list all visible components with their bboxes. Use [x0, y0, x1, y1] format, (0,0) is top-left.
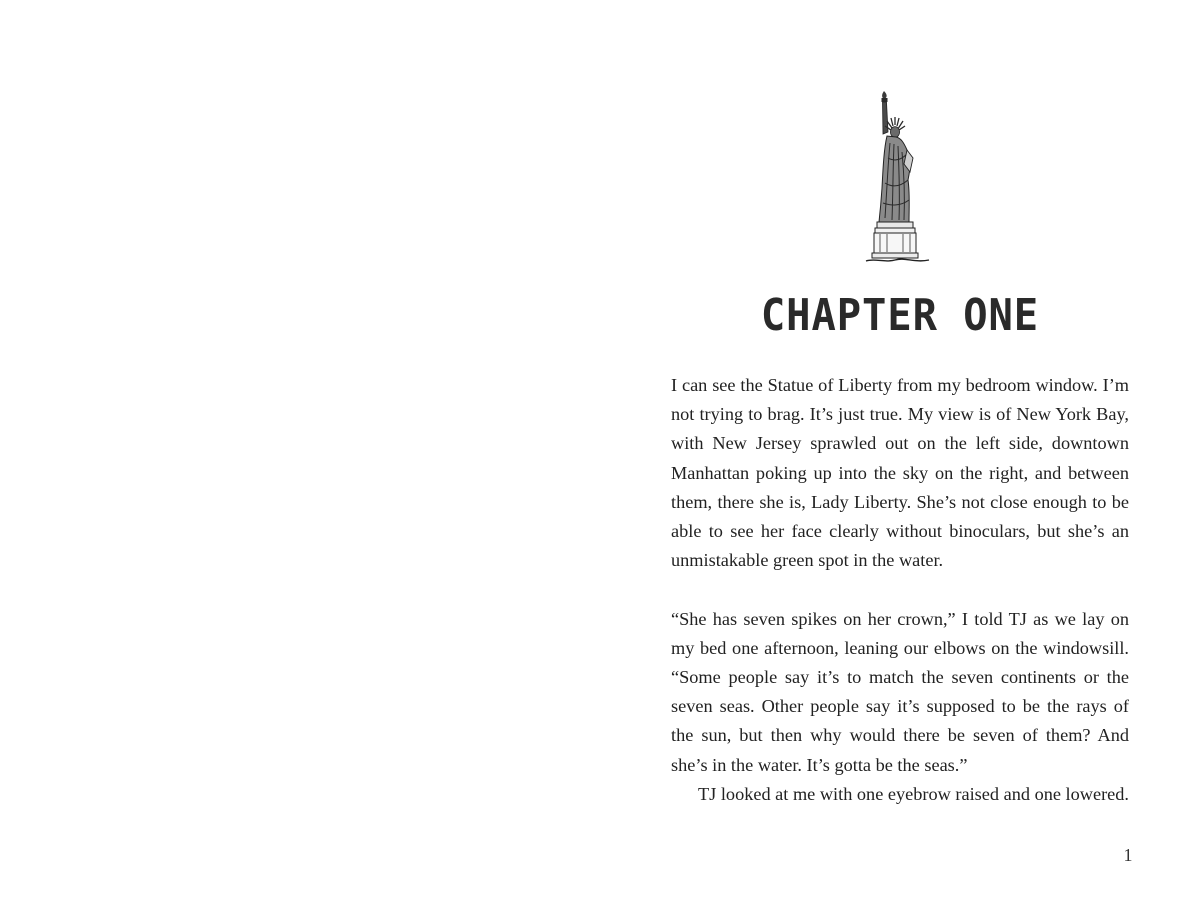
text-line: Manhattan poking up into the sky on the right, and between [671, 462, 1129, 483]
text-line: unmistakable green spot in the water. [671, 550, 944, 571]
text-line: able to see her face clearly without binoculars, but she’s an [671, 521, 1129, 542]
text-line: my bed one afternoon, leaning our elbows on the windowsill. [671, 637, 1129, 658]
text-line: TJ looked at me with one eyebrow raised and one lowered. [698, 783, 1129, 804]
text-line: them, there she is, Lady Liberty. She’s not close enough to be [671, 491, 1129, 512]
paragraph [671, 371, 1129, 575]
text-line: “She has seven spikes on her crown,” I told TJ as we lay on [671, 608, 1129, 629]
text-line: not trying to brag. It’s just true. My view is of New York Bay, [671, 404, 1129, 425]
text-line: seven seas. Other people say it’s supposed to be the rays of [671, 696, 1129, 717]
text-line: I can see the Statue of Liberty from my bedroom window. I’m [671, 375, 1129, 395]
chapter-title: CHAPTER ONE [760, 290, 1040, 341]
page-number: 1 [1123, 845, 1133, 865]
chapter-body-text [671, 371, 1129, 809]
right-page [600, 0, 1200, 900]
text-line: with New Jersey sprawled out on the left side, downtown [671, 433, 1129, 454]
paragraph [671, 605, 1129, 780]
paragraph [671, 780, 1129, 809]
text-line: she’s in the water. It’s gotta be the seas.” [671, 754, 968, 775]
text-line: “Some people say it’s to match the seven continents or the [671, 667, 1129, 688]
statue-of-liberty-icon [863, 88, 933, 266]
text-line: the sun, but then why would there be seven of them? And [671, 725, 1129, 746]
